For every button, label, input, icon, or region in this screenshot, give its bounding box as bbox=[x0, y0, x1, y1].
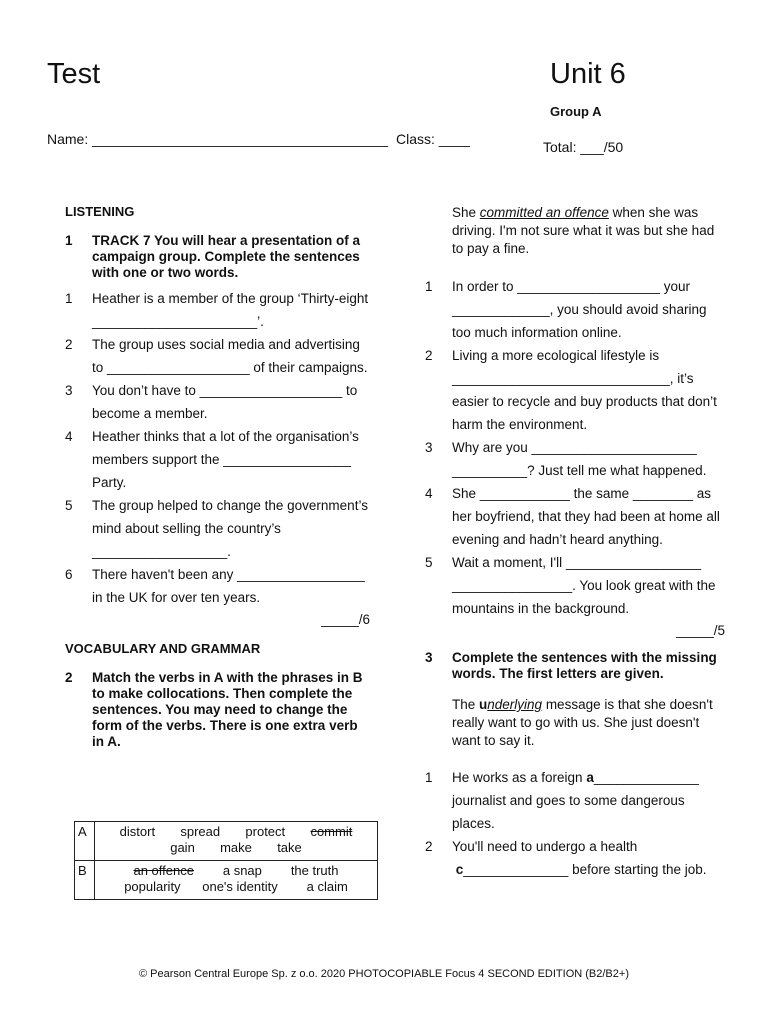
list-item bbox=[425, 766, 725, 835]
list-item bbox=[425, 835, 725, 881]
item-text: In order to ___________________ your _____________, you should avoid sharing too much information online. bbox=[452, 279, 707, 340]
item-number: 2 bbox=[425, 348, 433, 363]
item-text: Why are you ______________________ __________? Just tell me what happened. bbox=[452, 440, 707, 478]
word: make bbox=[220, 840, 252, 855]
item-number: 2 bbox=[65, 337, 73, 352]
left-column bbox=[65, 204, 370, 750]
class-field: Class: ____ bbox=[396, 131, 470, 147]
vocab-heading: VOCABULARY AND GRAMMAR bbox=[65, 641, 261, 656]
listening-items bbox=[65, 287, 370, 609]
listening-score: _____/6 bbox=[321, 612, 370, 627]
text: ______________ before starting the job. bbox=[463, 862, 707, 877]
group-label: Group A bbox=[550, 104, 602, 119]
task-2-items bbox=[425, 275, 725, 620]
item-text bbox=[452, 766, 725, 835]
item-number: 5 bbox=[65, 498, 73, 513]
word: protect bbox=[245, 824, 286, 839]
struck-word: commit bbox=[310, 824, 353, 839]
text: He works as a foreign bbox=[452, 770, 587, 785]
list-item bbox=[425, 344, 725, 436]
example-sentence bbox=[452, 204, 725, 258]
table-row-a bbox=[75, 822, 378, 861]
item-number: 2 bbox=[425, 839, 433, 854]
item-text: You don’t have to ___________________ to become a member. bbox=[92, 383, 358, 421]
name-field: Name: ______________________________________ bbox=[47, 131, 388, 147]
task-1-instructions bbox=[65, 233, 370, 281]
item-text: The group uses social media and advertising to ___________________ of their campaigns. bbox=[92, 337, 368, 375]
item-number: 1 bbox=[425, 279, 433, 294]
text: She bbox=[452, 205, 480, 220]
first-letter: c bbox=[455, 862, 464, 877]
text: message is that she doesn't really want to go with us. She just doesn't want to say it. bbox=[452, 697, 713, 748]
item-text: Wait a moment, I'll __________________ ________________. You look great with the mountains in the background. bbox=[452, 555, 716, 616]
word: gain bbox=[170, 840, 195, 855]
row-label: A bbox=[75, 822, 95, 861]
item-number: 1 bbox=[425, 770, 433, 785]
list-item bbox=[425, 436, 725, 482]
task-3-example bbox=[452, 696, 725, 750]
task-2-score: _____/5 bbox=[676, 623, 725, 638]
item-number: 4 bbox=[425, 486, 433, 501]
row-label: B bbox=[75, 861, 95, 900]
item-number: 6 bbox=[65, 567, 73, 582]
item-text: Living a more ecological lifestyle is _____________________________, it’s easier to recycle and buy products that don’t harm the environment. bbox=[452, 348, 717, 432]
item-number: 1 bbox=[65, 291, 73, 306]
text: You'll need to undergo a health bbox=[452, 839, 638, 854]
total-score: Total: ___/50 bbox=[543, 139, 624, 155]
word: popularity bbox=[124, 879, 181, 894]
list-item bbox=[425, 482, 725, 551]
task-number: 1 bbox=[65, 233, 73, 248]
text: ______________ journalist and goes to some dangerous places. bbox=[452, 770, 699, 831]
text: when she was driving. I'm not sure what it was but she had to pay a fine. bbox=[452, 205, 715, 256]
phrase-cell bbox=[95, 861, 378, 900]
word: take bbox=[277, 840, 302, 855]
text: The bbox=[452, 697, 480, 712]
word: a claim bbox=[306, 879, 348, 894]
list-item bbox=[425, 551, 725, 620]
item-text: Heather is a member of the group ‘Thirty-eight ______________________’. bbox=[92, 291, 369, 329]
word: one's identity bbox=[202, 879, 278, 894]
task-text: Complete the sentences with the missing words. The first letters are given. bbox=[452, 650, 717, 681]
task-number: 3 bbox=[425, 650, 433, 665]
verb-cell bbox=[95, 822, 378, 861]
word: spread bbox=[180, 824, 221, 839]
item-text: The group helped to change the government’s mind about selling the country’s __________________. bbox=[92, 498, 368, 559]
word: the truth bbox=[290, 863, 339, 878]
copyright-footer: © Pearson Central Europe Sp. z o.o. 2020 PHOTOCOPIABLE Focus 4 SECOND EDITION (B2/B2+) bbox=[139, 968, 629, 980]
task-2-instructions bbox=[65, 670, 370, 750]
struck-word: an offence bbox=[133, 863, 194, 878]
item-text: She ____________ the same ________ as her boyfriend, that they had been at home all evening and hadn’t heard anything. bbox=[452, 486, 720, 547]
list-item bbox=[65, 494, 370, 563]
item-number: 5 bbox=[425, 555, 433, 570]
item-text bbox=[452, 835, 725, 881]
item-number: 3 bbox=[65, 383, 73, 398]
task-3-items bbox=[425, 766, 725, 881]
test-title: Test bbox=[47, 58, 101, 90]
list-item bbox=[65, 563, 370, 609]
first-letter: u bbox=[479, 697, 488, 712]
task-3-instructions bbox=[425, 650, 725, 682]
task-text: TRACK 7 You will hear a presentation of a campaign group. Complete the sentences with one or two words. bbox=[92, 233, 361, 280]
list-item bbox=[65, 287, 370, 333]
collocation-table bbox=[74, 821, 378, 900]
item-number: 3 bbox=[425, 440, 433, 455]
list-item bbox=[65, 425, 370, 494]
table-row-b bbox=[75, 861, 378, 900]
unit-title: Unit 6 bbox=[550, 58, 626, 90]
list-item bbox=[65, 333, 370, 379]
first-letter: a bbox=[586, 770, 594, 785]
item-text: There haven't been any _________________ in the UK for over ten years. bbox=[92, 567, 365, 605]
listening-heading: LISTENING bbox=[65, 204, 135, 219]
task-text: Match the verbs in A with the phrases in B to make collocations. Then complete the sentences. You may need to change the form of the verbs. There is one extra verb in A. bbox=[92, 670, 363, 749]
right-column bbox=[425, 204, 725, 881]
item-number: 4 bbox=[65, 429, 73, 444]
example-answer: committed an offence bbox=[479, 205, 609, 220]
word: a snap bbox=[222, 863, 262, 878]
list-item bbox=[65, 379, 370, 425]
task-number: 2 bbox=[65, 670, 73, 685]
example-answer: nderlying bbox=[487, 697, 543, 712]
item-text: Heather thinks that a lot of the organisation’s members support the _________________ Party. bbox=[92, 429, 359, 490]
list-item bbox=[425, 275, 725, 344]
word: distort bbox=[119, 824, 156, 839]
